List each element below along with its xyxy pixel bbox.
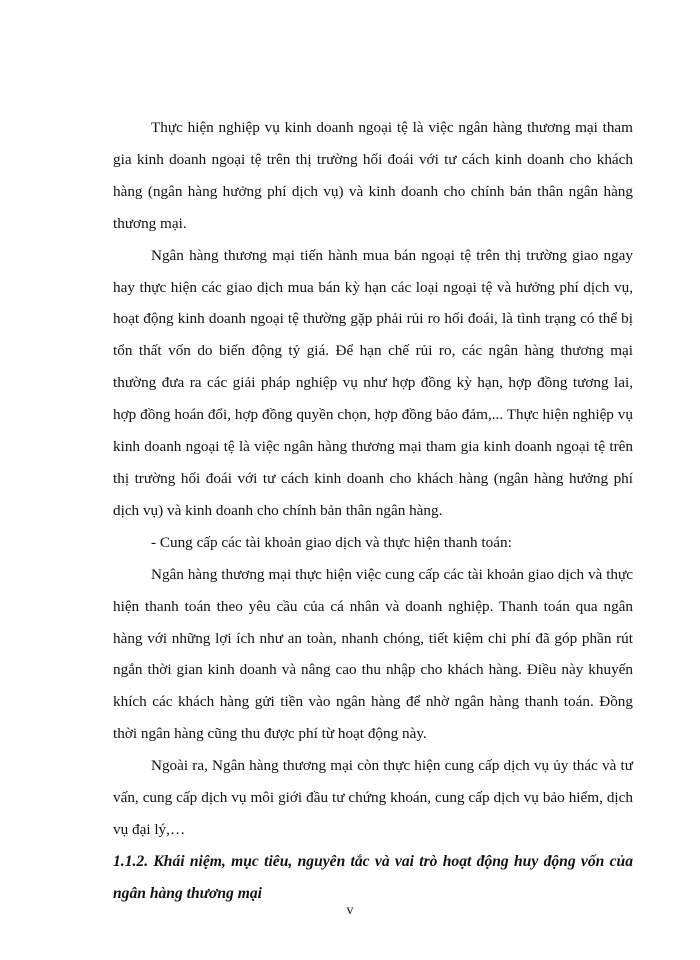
paragraph-accounts-bullet: - Cung cấp các tài khoản giao dịch và thực hiện thanh toán: — [151, 533, 512, 551]
page-number: v — [346, 903, 354, 918]
page-body — [113, 112, 633, 910]
section-heading: 1.1.2. Khái niệm, mục tiêu, nguyên tắc và vai trò hoạt động huy động vốn của ngân hàng thương mại — [113, 852, 633, 902]
paragraph-payment-services: Ngân hàng thương mại thực hiện việc cung cấp các tài khoản giao dịch và thực hiện thanh toán theo yêu cầu của cá nhân và doanh nghiệp. Thanh toán qua ngân hàng với những lợi ích như an toàn, nhanh chóng, tiết kiệm chi phí đã góp phần rút ngắn thời gian kinh doanh và nâng cao thu nhập cho khách hàng. Điều này khuyến khích các khách hàng gửi tiền vào ngân hàng để nhờ ngân hàng thanh toán. Đồng thời ngân hàng cũng thu được phí từ hoạt động này. — [113, 565, 633, 743]
paragraph-foreign-exchange-risk: Ngân hàng thương mại tiến hành mua bán ngoại tệ trên thị trường giao ngay hay thực hiện các giao dịch mua bán kỳ hạn các loại ngoại tệ và hưởng phí dịch vụ, hoạt động kinh doanh ngoại tệ thường gặp phải rủi ro hối đoái, là tình trạng có thể bị tổn thất vốn do biến động tỷ giá. Để hạn chế rủi ro, các ngân hàng thương mại thường đưa ra các giải pháp nghiệp vụ như hợp đồng kỳ hạn, hợp đồng tương lai, hợp đồng hoán đổi, hợp đồng quyền chọn, hợp đồng bảo đảm,... Thực hiện nghiệp vụ kinh doanh ngoại tệ là việc ngân hàng thương mại tham gia kinh doanh ngoại tệ trên thị trường hối đoái với tư cách kinh doanh cho khách hàng (ngân hàng hưởng phí dịch vụ) và kinh doanh cho chính bản thân ngân hàng. — [113, 246, 633, 519]
paragraph-other-services: Ngoài ra, Ngân hàng thương mại còn thực hiện cung cấp dịch vụ ủy thác và tư vấn, cung cấp dịch vụ môi giới đầu tư chứng khoán, cung cấp dịch vụ bảo hiểm, dịch vụ đại lý,… — [113, 757, 633, 838]
paragraph-foreign-exchange-intro: Thực hiện nghiệp vụ kinh doanh ngoại tệ là việc ngân hàng thương mại tham gia kinh doanh ngoại tệ trên thị trường hối đoái với tư cách kinh doanh cho khách hàng (ngân hàng hưởng phí dịch vụ) và kinh doanh cho chính bản thân ngân hàng thương mại. — [113, 119, 633, 232]
